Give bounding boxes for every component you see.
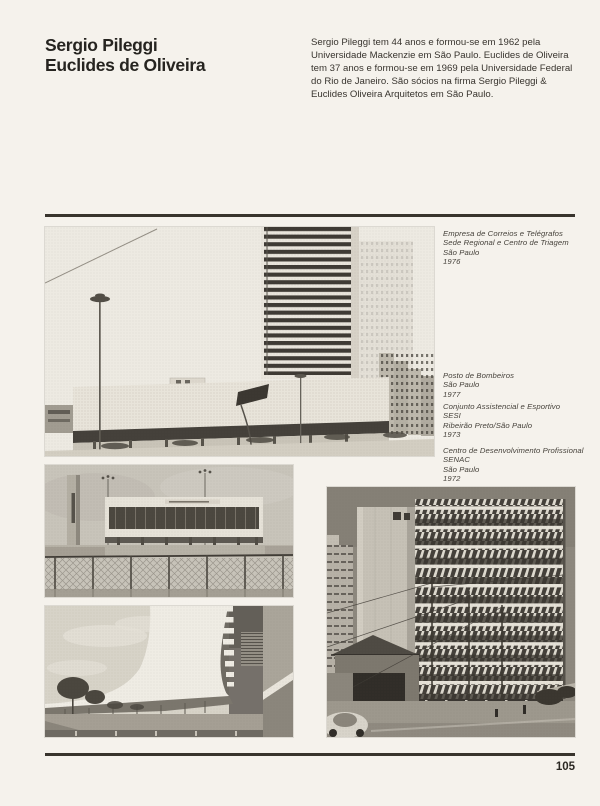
photo-sesi-curved-roof [45, 606, 293, 737]
caption-line: 1972 [443, 474, 461, 484]
photo-fire-station [45, 465, 293, 597]
caption-line: Posto de Bombeiros [443, 371, 515, 380]
photo-correios-building [45, 227, 434, 456]
caption-line: 1977 [443, 389, 461, 399]
page-number: 105 [555, 761, 575, 773]
caption-correios [443, 229, 583, 267]
bottom-rule [45, 753, 575, 756]
caption-line: Centro de Desenvolvimento Profissional [443, 446, 584, 455]
page-title [45, 36, 205, 75]
caption-bombeiros [443, 371, 583, 399]
caption-line: Sede Regional e Centro de Triagem [443, 238, 569, 248]
caption-line: São Paulo [443, 247, 480, 257]
caption-line: Ribeirão Preto/São Paulo [443, 420, 533, 430]
top-rule [45, 214, 575, 217]
page-title-line2: Euclides de Oliveira [45, 54, 206, 75]
intro-paragraph: Sergio Pileggi tem 44 anos e formou-se em 1962 pela Universidade Mackenzie em São Paulo. Euclides de Oliveira tem 37 anos e formou-se em 1969 pela Universidade Federal do Rio de Janeiro. São sócios na firma Sergio Pileggi & Euclides Oliveira Arquitetos em São Paulo. [311, 37, 573, 100]
caption-line: Empresa de Correios e Telégrafos [443, 229, 563, 238]
caption-sesi [443, 402, 583, 440]
caption-line: SESI [443, 411, 461, 421]
page-title-line1: Sergio Pileggi [45, 35, 158, 55]
caption-line: 1976 [443, 257, 461, 267]
caption-line: São Paulo [443, 464, 480, 474]
caption-line: 1973 [443, 430, 461, 440]
caption-line: Conjunto Assistencial e Esportivo [443, 402, 561, 411]
caption-line: São Paulo [443, 380, 480, 390]
caption-senac [443, 446, 583, 484]
photo-senac-building [327, 487, 575, 737]
caption-line: SENAC [443, 455, 470, 465]
